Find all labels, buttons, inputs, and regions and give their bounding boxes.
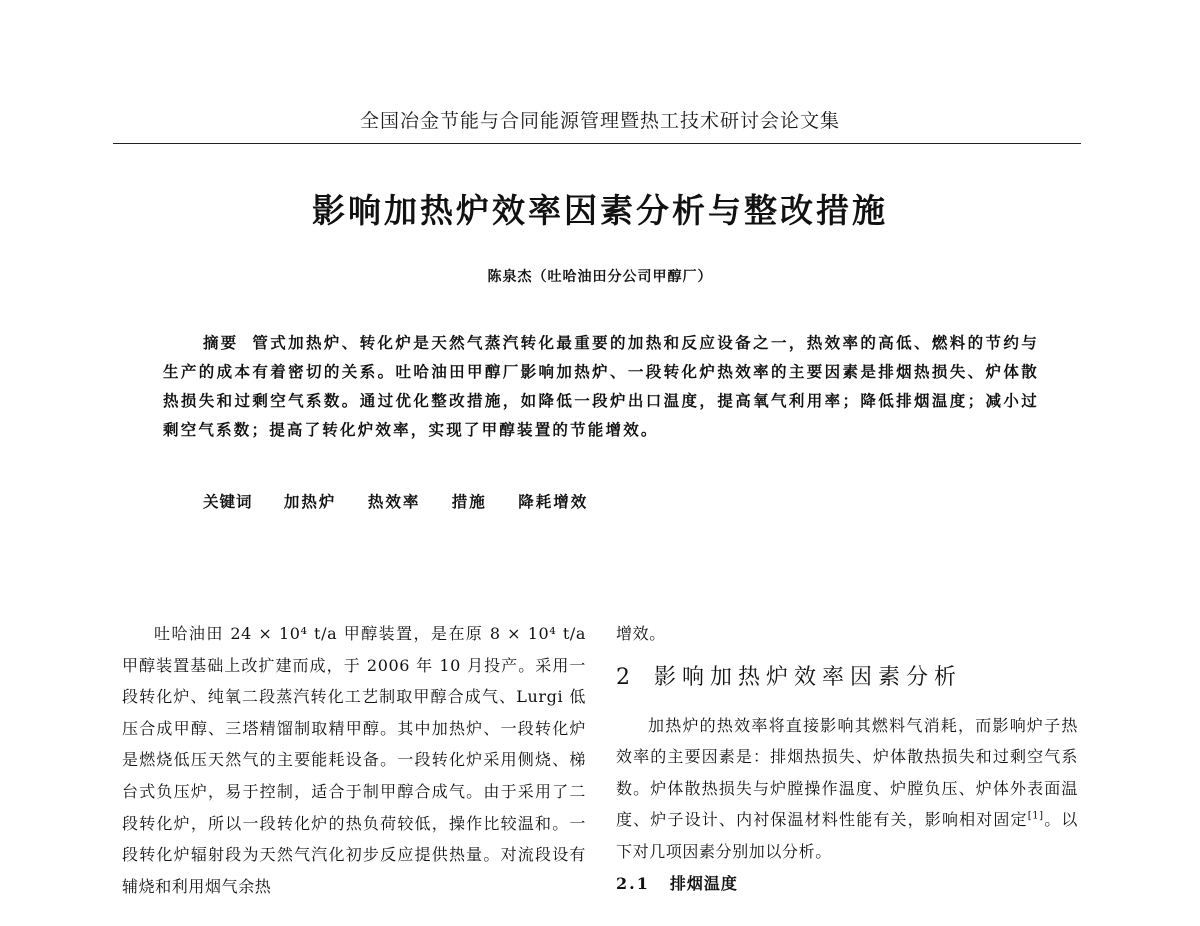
keyword: 措施: [451, 492, 487, 511]
running-header: 全国冶金节能与合同能源管理暨热工技术研讨会论文集: [359, 110, 840, 132]
body-right-column: [616, 618, 1078, 899]
section-number: 2: [616, 664, 636, 690]
keywords: [203, 487, 588, 516]
section-title: 影响加热炉效率因素分析: [654, 664, 963, 690]
subsection-number: 2.1: [616, 873, 650, 893]
header-rule: [113, 143, 1081, 144]
section-heading: [616, 660, 1078, 696]
section-paragraph-end: 。以下对几项因素分别加以分析。: [616, 810, 1078, 861]
keyword: 加热炉: [283, 492, 337, 511]
subsection-heading: [616, 868, 1078, 900]
subsection-title: 排烟温度: [669, 873, 738, 893]
continuation-text: 增效。: [616, 624, 666, 643]
keyword: 热效率: [367, 492, 421, 511]
abstract: [163, 328, 1039, 444]
body-left-column: 吐哈油田 24 × 10⁴ t/a 甲醇装置，是在原 8 × 10⁴ t/a 甲醇装置基础上改扩建而成，于 2006 年 10 月投产。采用一段转化炉、纯氧二段蒸汽转化工艺制取甲醇合成气、Lurgi 低压合成甲醇、三塔精馏制取精甲醇。其中加热炉、一段转化炉是燃烧低压天然气的主要能耗设备。一段转化炉采用侧烧、梯台式负压炉，易于控制，适合于制甲醇合成气。由于采用了二段转化炉，所以一段转化炉的热负荷较低，操作比较温和。一段转化炉辐射段为天然气汽化初步反应提供热量。对流段设有辅烧和利用烟气余热: [122, 624, 586, 896]
keywords-label: 关键词: [203, 492, 253, 511]
abstract-text: 管式加热炉、转化炉是天然气蒸汽转化最重要的加热和反应设备之一，热效率的高低、燃料的节约与生产的成本有着密切的关系。吐哈油田甲醇厂影响加热炉、一段转化炉热效率的主要因素是排烟热损失、炉体散热损失和过剩空气系数。通过优化整改措施，如降低一段炉出口温度，提高氧气利用率；降低排烟温度；减小过剩空气系数；提高了转化炉效率，实现了甲醇装置的节能增效。: [163, 333, 1039, 439]
keyword: 降耗增效: [518, 492, 589, 511]
paper-title: 影响加热炉效率因素分析与整改措施: [312, 191, 888, 230]
section-paragraph: [616, 710, 1078, 868]
section-paragraph-text: 加热炉的热效率将直接影响其燃料气消耗，而影响炉子热效率的主要因素是：排烟热损失、炉体散热损失和过剩空气系数。炉体散热损失与炉膛操作温度、炉膛负压、炉体外表面温度、炉子设计、内衬保温材料性能有关，影响相对固定: [616, 715, 1078, 830]
author-line: 陈泉杰（吐哈油田分公司甲醇厂）: [487, 269, 713, 285]
abstract-label: 摘要: [203, 333, 239, 352]
citation-ref: [1]: [1027, 811, 1044, 823]
